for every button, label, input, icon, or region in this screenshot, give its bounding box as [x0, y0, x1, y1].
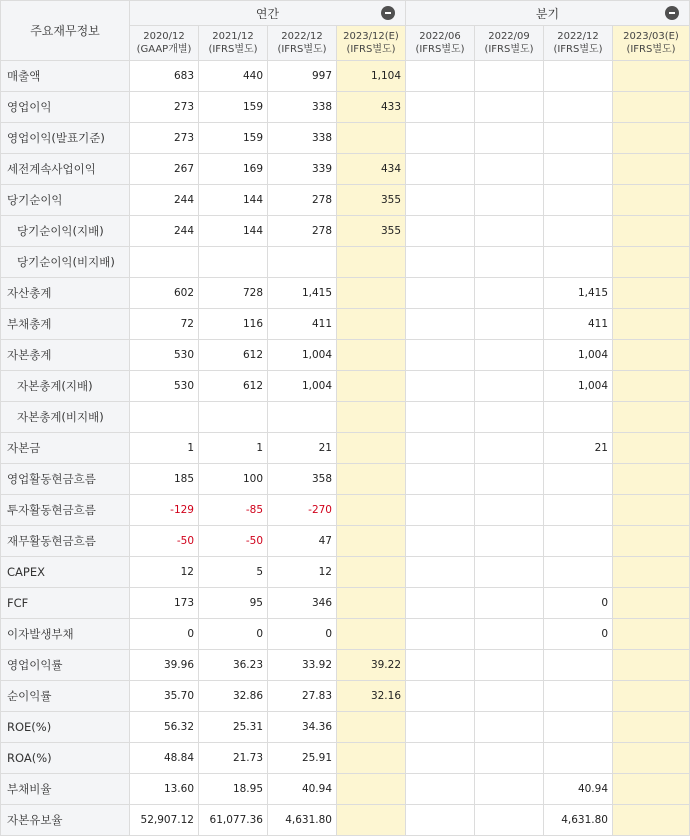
table-cell: 602: [130, 278, 199, 309]
table-cell: 5: [199, 557, 268, 588]
table-cell: [544, 557, 613, 588]
table-cell: 21.73: [199, 743, 268, 774]
table-cell: 1,004: [268, 371, 337, 402]
table-cell: [475, 340, 544, 371]
table-row: [1, 681, 690, 712]
table-row: [1, 526, 690, 557]
table-cell: 25.91: [268, 743, 337, 774]
row-label: 이자발생부채: [1, 619, 130, 650]
table-cell: [544, 402, 613, 433]
table-cell: [475, 526, 544, 557]
table-cell: [337, 619, 406, 650]
period-basis: (IFRS별도): [553, 44, 603, 55]
period-basis: (IFRS별도): [277, 44, 327, 55]
table-cell: 1,104: [337, 61, 406, 92]
table-cell: [475, 588, 544, 619]
table-cell: 346: [268, 588, 337, 619]
period-header: [544, 26, 613, 61]
table-cell: [337, 588, 406, 619]
period-date: 2022/12: [281, 31, 323, 42]
table-row: [1, 154, 690, 185]
table-cell: [406, 774, 475, 805]
table-cell: [613, 123, 690, 154]
period-date: 2022/09: [488, 31, 530, 42]
table-cell: [613, 371, 690, 402]
row-label: FCF: [1, 588, 130, 619]
table-row: [1, 92, 690, 123]
table-cell: [544, 681, 613, 712]
table-cell: [199, 402, 268, 433]
row-label: CAPEX: [1, 557, 130, 588]
period-date: 2023/03(E): [623, 31, 679, 42]
period-date: 2022/12: [557, 31, 599, 42]
table-row: [1, 123, 690, 154]
table-cell: [475, 805, 544, 836]
table-cell: [544, 743, 613, 774]
table-cell: 40.94: [268, 774, 337, 805]
period-header: [130, 26, 199, 61]
row-label: 당기순이익: [1, 185, 130, 216]
table-cell: [613, 216, 690, 247]
table-cell: [613, 619, 690, 650]
table-cell: [337, 774, 406, 805]
table-cell: [337, 123, 406, 154]
table-cell: -85: [199, 495, 268, 526]
period-header: [613, 26, 690, 61]
table-cell: 12: [268, 557, 337, 588]
table-cell: 612: [199, 371, 268, 402]
table-cell: [406, 619, 475, 650]
table-cell: 185: [130, 464, 199, 495]
table-cell: 433: [337, 92, 406, 123]
table-cell: 144: [199, 216, 268, 247]
table-cell: [406, 588, 475, 619]
table-cell: 61,077.36: [199, 805, 268, 836]
quarter-header: [406, 1, 690, 26]
table-cell: [406, 743, 475, 774]
table-cell: 144: [199, 185, 268, 216]
period-header: [406, 26, 475, 61]
annual-header: [130, 1, 406, 26]
table-cell: [475, 557, 544, 588]
period-basis: (IFRS별도): [484, 44, 534, 55]
table-cell: [337, 371, 406, 402]
table-cell: [613, 526, 690, 557]
table-cell: [406, 433, 475, 464]
period-date: 2020/12: [143, 31, 185, 42]
table-cell: 116: [199, 309, 268, 340]
row-label: 자산총계: [1, 278, 130, 309]
table-cell: 169: [199, 154, 268, 185]
table-cell: 47: [268, 526, 337, 557]
table-cell: 1,004: [268, 340, 337, 371]
table-cell: [337, 433, 406, 464]
table-cell: 244: [130, 216, 199, 247]
row-label: 부채총계: [1, 309, 130, 340]
table-cell: 358: [268, 464, 337, 495]
table-cell: [613, 185, 690, 216]
row-label: 투자활동현금흐름: [1, 495, 130, 526]
table-cell: [406, 402, 475, 433]
table-cell: [613, 309, 690, 340]
period-basis: (IFRS별도): [208, 44, 258, 55]
table-cell: [475, 402, 544, 433]
table-cell: [544, 712, 613, 743]
table-cell: [613, 61, 690, 92]
table-cell: 1: [130, 433, 199, 464]
table-cell: [406, 123, 475, 154]
table-cell: [475, 650, 544, 681]
table-cell: [544, 154, 613, 185]
row-label: 자본금: [1, 433, 130, 464]
table-cell: [613, 681, 690, 712]
table-row: [1, 805, 690, 836]
table-cell: [475, 92, 544, 123]
table-cell: [130, 402, 199, 433]
table-cell: 25.31: [199, 712, 268, 743]
table-row: [1, 309, 690, 340]
table-row: [1, 61, 690, 92]
table-cell: 411: [544, 309, 613, 340]
table-cell: [268, 247, 337, 278]
table-cell: -50: [130, 526, 199, 557]
table-cell: [544, 464, 613, 495]
table-cell: -270: [268, 495, 337, 526]
table-cell: 434: [337, 154, 406, 185]
annual-label: 연간: [255, 6, 280, 21]
corner-label: 주요재무정보: [1, 1, 130, 61]
table-cell: [337, 247, 406, 278]
table-cell: [199, 247, 268, 278]
table-row: [1, 433, 690, 464]
table-cell: 278: [268, 216, 337, 247]
table-cell: 32.16: [337, 681, 406, 712]
period-basis: (IFRS별도): [626, 44, 676, 55]
row-label: 자본유보율: [1, 805, 130, 836]
table-cell: 35.70: [130, 681, 199, 712]
table-cell: [337, 278, 406, 309]
table-row: [1, 464, 690, 495]
table-cell: 13.60: [130, 774, 199, 805]
table-cell: 52,907.12: [130, 805, 199, 836]
table-cell: [475, 216, 544, 247]
table-cell: [544, 495, 613, 526]
table-cell: 4,631.80: [544, 805, 613, 836]
table-cell: 1,415: [544, 278, 613, 309]
table-cell: [613, 557, 690, 588]
table-row: [1, 619, 690, 650]
table-cell: [406, 92, 475, 123]
period-header: [199, 26, 268, 61]
row-label: 세전계속사업이익: [1, 154, 130, 185]
table-cell: [406, 557, 475, 588]
table-cell: 273: [130, 123, 199, 154]
table-row: [1, 650, 690, 681]
collapse-annual-icon[interactable]: [381, 6, 395, 20]
table-cell: 530: [130, 371, 199, 402]
table-row: [1, 743, 690, 774]
table-cell: [544, 247, 613, 278]
table-row: [1, 712, 690, 743]
table-cell: [337, 464, 406, 495]
quarter-label: 분기: [535, 6, 560, 21]
table-row: [1, 340, 690, 371]
table-cell: [475, 464, 544, 495]
table-cell: [475, 309, 544, 340]
period-date: 2023/12(E): [343, 31, 399, 42]
table-cell: [406, 185, 475, 216]
table-cell: [406, 278, 475, 309]
period-header: [337, 26, 406, 61]
row-label: 자본총계(비지배): [1, 402, 130, 433]
table-cell: 612: [199, 340, 268, 371]
table-cell: 34.36: [268, 712, 337, 743]
table-cell: [613, 774, 690, 805]
table-cell: 39.22: [337, 650, 406, 681]
table-cell: [406, 154, 475, 185]
table-cell: [475, 154, 544, 185]
table-cell: 0: [544, 619, 613, 650]
table-cell: 1: [199, 433, 268, 464]
table-cell: [544, 123, 613, 154]
table-cell: 173: [130, 588, 199, 619]
table-row: [1, 774, 690, 805]
table-cell: [544, 61, 613, 92]
row-label: 재무활동현금흐름: [1, 526, 130, 557]
table-cell: [337, 495, 406, 526]
table-cell: [544, 216, 613, 247]
table-cell: 21: [268, 433, 337, 464]
table-cell: [475, 185, 544, 216]
table-cell: [544, 650, 613, 681]
row-label: 당기순이익(지배): [1, 216, 130, 247]
row-label: 자본총계(지배): [1, 371, 130, 402]
row-label: 부채비율: [1, 774, 130, 805]
table-cell: [613, 712, 690, 743]
table-cell: 278: [268, 185, 337, 216]
table-cell: 728: [199, 278, 268, 309]
table-cell: [268, 402, 337, 433]
row-label: 순이익률: [1, 681, 130, 712]
table-cell: [613, 464, 690, 495]
table-cell: 72: [130, 309, 199, 340]
table-cell: [613, 154, 690, 185]
table-cell: [475, 247, 544, 278]
table-row: [1, 278, 690, 309]
table-cell: [406, 712, 475, 743]
period-basis: (IFRS별도): [415, 44, 465, 55]
table-cell: [613, 650, 690, 681]
table-cell: [475, 495, 544, 526]
table-cell: [406, 464, 475, 495]
table-row: [1, 185, 690, 216]
table-cell: 33.92: [268, 650, 337, 681]
table-cell: [613, 433, 690, 464]
table-cell: [406, 247, 475, 278]
row-label: 영업이익률: [1, 650, 130, 681]
table-cell: [406, 526, 475, 557]
table-cell: 440: [199, 61, 268, 92]
table-cell: 1,415: [268, 278, 337, 309]
table-cell: 56.32: [130, 712, 199, 743]
table-row: [1, 495, 690, 526]
row-label: 매출액: [1, 61, 130, 92]
table-cell: 339: [268, 154, 337, 185]
table-cell: [406, 495, 475, 526]
table-cell: [613, 247, 690, 278]
table-cell: [406, 340, 475, 371]
table-cell: 355: [337, 185, 406, 216]
table-cell: [337, 743, 406, 774]
table-cell: [475, 774, 544, 805]
table-cell: 0: [544, 588, 613, 619]
table-row: [1, 402, 690, 433]
collapse-quarter-icon[interactable]: [665, 6, 679, 20]
table-cell: [337, 340, 406, 371]
table-cell: 267: [130, 154, 199, 185]
table-cell: [337, 712, 406, 743]
table-cell: 36.23: [199, 650, 268, 681]
table-cell: [475, 61, 544, 92]
table-cell: [337, 526, 406, 557]
row-label: 영업이익: [1, 92, 130, 123]
table-cell: [337, 557, 406, 588]
row-label: ROA(%): [1, 743, 130, 774]
table-cell: [613, 92, 690, 123]
table-row: [1, 371, 690, 402]
period-date: 2022/06: [419, 31, 461, 42]
table-cell: [544, 185, 613, 216]
table-cell: 27.83: [268, 681, 337, 712]
table-cell: 411: [268, 309, 337, 340]
table-cell: 159: [199, 123, 268, 154]
row-label: 영업활동현금흐름: [1, 464, 130, 495]
table-cell: 1,004: [544, 371, 613, 402]
table-cell: [475, 743, 544, 774]
table-cell: 530: [130, 340, 199, 371]
table-row: [1, 247, 690, 278]
table-row: [1, 216, 690, 247]
table-cell: 39.96: [130, 650, 199, 681]
table-cell: [475, 712, 544, 743]
table-cell: 273: [130, 92, 199, 123]
table-cell: 159: [199, 92, 268, 123]
table-cell: -129: [130, 495, 199, 526]
table-cell: [613, 805, 690, 836]
table-cell: [475, 123, 544, 154]
table-cell: [130, 247, 199, 278]
table-cell: 21: [544, 433, 613, 464]
row-label: 영업이익(발표기준): [1, 123, 130, 154]
row-label: 자본총계: [1, 340, 130, 371]
row-label: 당기순이익(비지배): [1, 247, 130, 278]
table-cell: [613, 402, 690, 433]
table-cell: [406, 650, 475, 681]
table-cell: [613, 278, 690, 309]
table-cell: 683: [130, 61, 199, 92]
table-cell: [475, 371, 544, 402]
table-cell: 95: [199, 588, 268, 619]
table-cell: -50: [199, 526, 268, 557]
table-cell: [406, 805, 475, 836]
table-cell: [613, 495, 690, 526]
table-cell: 0: [268, 619, 337, 650]
table-cell: [406, 61, 475, 92]
table-cell: 355: [337, 216, 406, 247]
table-row: [1, 557, 690, 588]
table-cell: [613, 340, 690, 371]
table-cell: [544, 526, 613, 557]
table-cell: 40.94: [544, 774, 613, 805]
table-cell: 4,631.80: [268, 805, 337, 836]
table-cell: 12: [130, 557, 199, 588]
table-cell: [406, 309, 475, 340]
table-cell: [475, 681, 544, 712]
table-cell: [475, 278, 544, 309]
table-cell: 32.86: [199, 681, 268, 712]
period-basis: (GAAP개별): [136, 44, 192, 55]
table-cell: [337, 805, 406, 836]
table-cell: 48.84: [130, 743, 199, 774]
period-header: [475, 26, 544, 61]
table-cell: [613, 743, 690, 774]
table-cell: [406, 371, 475, 402]
table-cell: [613, 588, 690, 619]
table-cell: [475, 619, 544, 650]
table-cell: [337, 309, 406, 340]
table-cell: 338: [268, 123, 337, 154]
table-cell: 100: [199, 464, 268, 495]
table-cell: 338: [268, 92, 337, 123]
table-cell: 244: [130, 185, 199, 216]
table-cell: 0: [199, 619, 268, 650]
table-cell: 0: [130, 619, 199, 650]
period-date: 2021/12: [212, 31, 254, 42]
row-label: ROE(%): [1, 712, 130, 743]
table-row: [1, 588, 690, 619]
table-cell: [475, 433, 544, 464]
table-cell: [406, 216, 475, 247]
period-basis: (IFRS별도): [346, 44, 396, 55]
table-cell: 18.95: [199, 774, 268, 805]
table-cell: [337, 402, 406, 433]
table-cell: [544, 92, 613, 123]
table-cell: 997: [268, 61, 337, 92]
table-cell: [406, 681, 475, 712]
period-header: [268, 26, 337, 61]
table-cell: 1,004: [544, 340, 613, 371]
